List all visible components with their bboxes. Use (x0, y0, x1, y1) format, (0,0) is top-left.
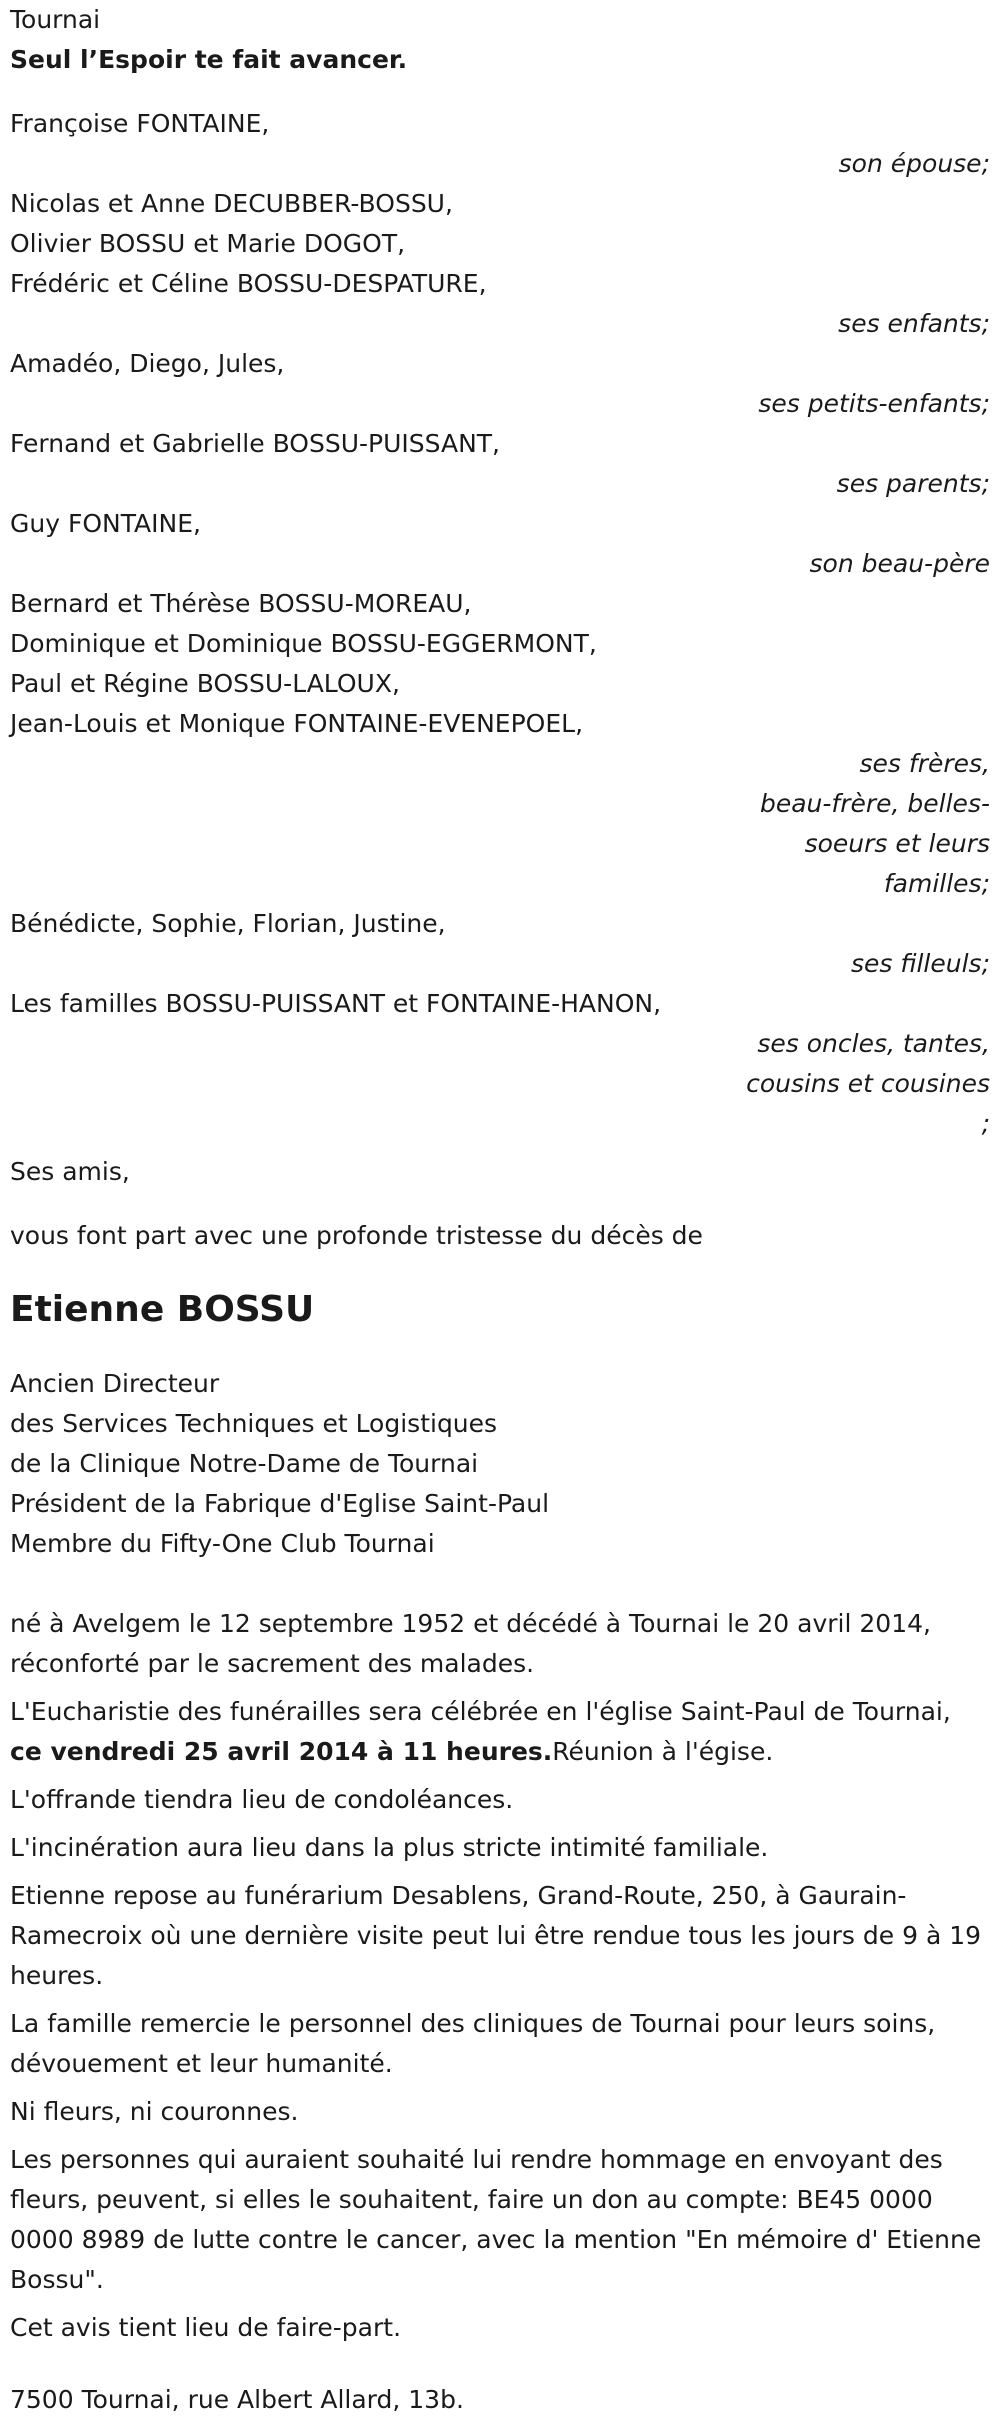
family-role: ; (981, 1109, 990, 1138)
family-role: ses parents; (836, 469, 990, 498)
birth-death-paragraph: né à Avelgem le 12 septembre 1952 et décédé à Tournai le 20 avril 2014, réconforté par le sacrement des malades. (10, 1609, 931, 1678)
family-name-line: Les familles BOSSU-PUISSANT et FONTAINE-HANON, (10, 989, 662, 1018)
family-role: familles; (883, 869, 990, 898)
family-role: ses oncles, tantes, (757, 1029, 990, 1058)
donation-paragraph: Les personnes qui auraient souhaité lui rendre hommage en envoyant des fleurs, peuvent, si elles le souhaitent, faire un don au compte: BE45 0000 0000 8989 de lutte contre le cancer, avec la mention "En mémoire d' Etienne Bossu". (10, 2145, 982, 2294)
notice-paragraph: Cet avis tient lieu de faire-part. (10, 2313, 402, 2342)
deceased-titles (10, 1364, 990, 1564)
family-group-extended (10, 984, 990, 1144)
title-line: Ancien Directeur (10, 1369, 220, 1398)
deceased-name: Etienne BOSSU (10, 1289, 315, 1330)
family-role: beau-frère, belles- (759, 789, 990, 818)
thanks-paragraph: La famille remercie le personnel des cliniques de Tournai pour leurs soins, dévouement et leur humanité. (10, 2009, 936, 2078)
details (10, 1604, 990, 2348)
family-group-spouse (10, 104, 990, 184)
family-name-line: Guy FONTAINE, (10, 509, 201, 538)
family-group-godchildren (10, 904, 990, 984)
title-line: Membre du Fifty-One Club Tournai (10, 1529, 435, 1558)
family-name-line: Paul et Régine BOSSU-LALOUX, (10, 669, 400, 698)
family-name-line: Bernard et Thérèse BOSSU-MOREAU, (10, 589, 472, 618)
family-name-line: Nicolas et Anne DECUBBER-BOSSU, (10, 189, 453, 218)
friends-line: Ses amis, (10, 1157, 130, 1186)
funeral-date: ce vendredi 25 avril 2014 à 11 heures. (10, 1737, 553, 1766)
announcement: vous font part avec une profonde tristesse du décès de (10, 1221, 703, 1250)
family-name-line: Frédéric et Céline BOSSU-DESPATURE, (10, 269, 487, 298)
family-role: son épouse; (838, 149, 990, 178)
family-name-line: Fernand et Gabrielle BOSSU-PUISSANT, (10, 429, 500, 458)
family-group-siblings (10, 584, 990, 904)
family-role: ses petits-enfants; (758, 389, 990, 418)
family-role: ses frères, (859, 749, 990, 778)
family-group-parents (10, 424, 990, 504)
address: 7500 Tournai, rue Albert Allard, 13b. (10, 2385, 464, 2414)
family-name-line: Dominique et Dominique BOSSU-EGGERMONT, (10, 629, 597, 658)
family-name-line: Olivier BOSSU et Marie DOGOT, (10, 229, 406, 258)
family-name-line: Bénédicte, Sophie, Florian, Justine, (10, 909, 446, 938)
family-role: cousins et cousines (746, 1069, 990, 1098)
city: Tournai (10, 5, 101, 34)
motto: Seul l’Espoir te fait avancer. (10, 45, 408, 74)
offering-paragraph: L'offrande tiendra lieu de condoléances. (10, 1785, 514, 1814)
funeral-text: L'Eucharistie des funérailles sera célébrée en l'église Saint-Paul de Tournai, (10, 1697, 951, 1726)
family-name-line: Amadéo, Diego, Jules, (10, 349, 285, 378)
family-group-grandchildren (10, 344, 990, 424)
title-line: des Services Techniques et Logistiques (10, 1409, 498, 1438)
family-role: soeurs et leurs (804, 829, 990, 858)
title-line: de la Clinique Notre-Dame de Tournai (10, 1449, 479, 1478)
family-role: son beau-père (809, 549, 990, 578)
family-name-line: Françoise FONTAINE, (10, 109, 270, 138)
funeral-meeting: Réunion à l'égise. (552, 1737, 774, 1766)
rest-paragraph: Etienne repose au funérarium Desablens, Grand-Route, 250, à Gaurain-Ramecroix où une dernière visite peut lui être rendue tous les jours de 9 à 19 heures. (10, 1881, 982, 1990)
family-group-children (10, 184, 990, 344)
family-role: ses filleuls; (850, 949, 990, 978)
family-name-line: Jean-Louis et Monique FONTAINE-EVENEPOEL, (10, 709, 584, 738)
family-role: ses enfants; (838, 309, 990, 338)
cremation-paragraph: L'incinération aura lieu dans la plus stricte intimité familiale. (10, 1833, 769, 1862)
funeral-paragraph (10, 1692, 990, 1772)
title-line: Président de la Fabrique d'Eglise Saint-Paul (10, 1489, 550, 1518)
family-group-father-in-law (10, 504, 990, 584)
no-flowers-paragraph: Ni fleurs, ni couronnes. (10, 2097, 299, 2126)
